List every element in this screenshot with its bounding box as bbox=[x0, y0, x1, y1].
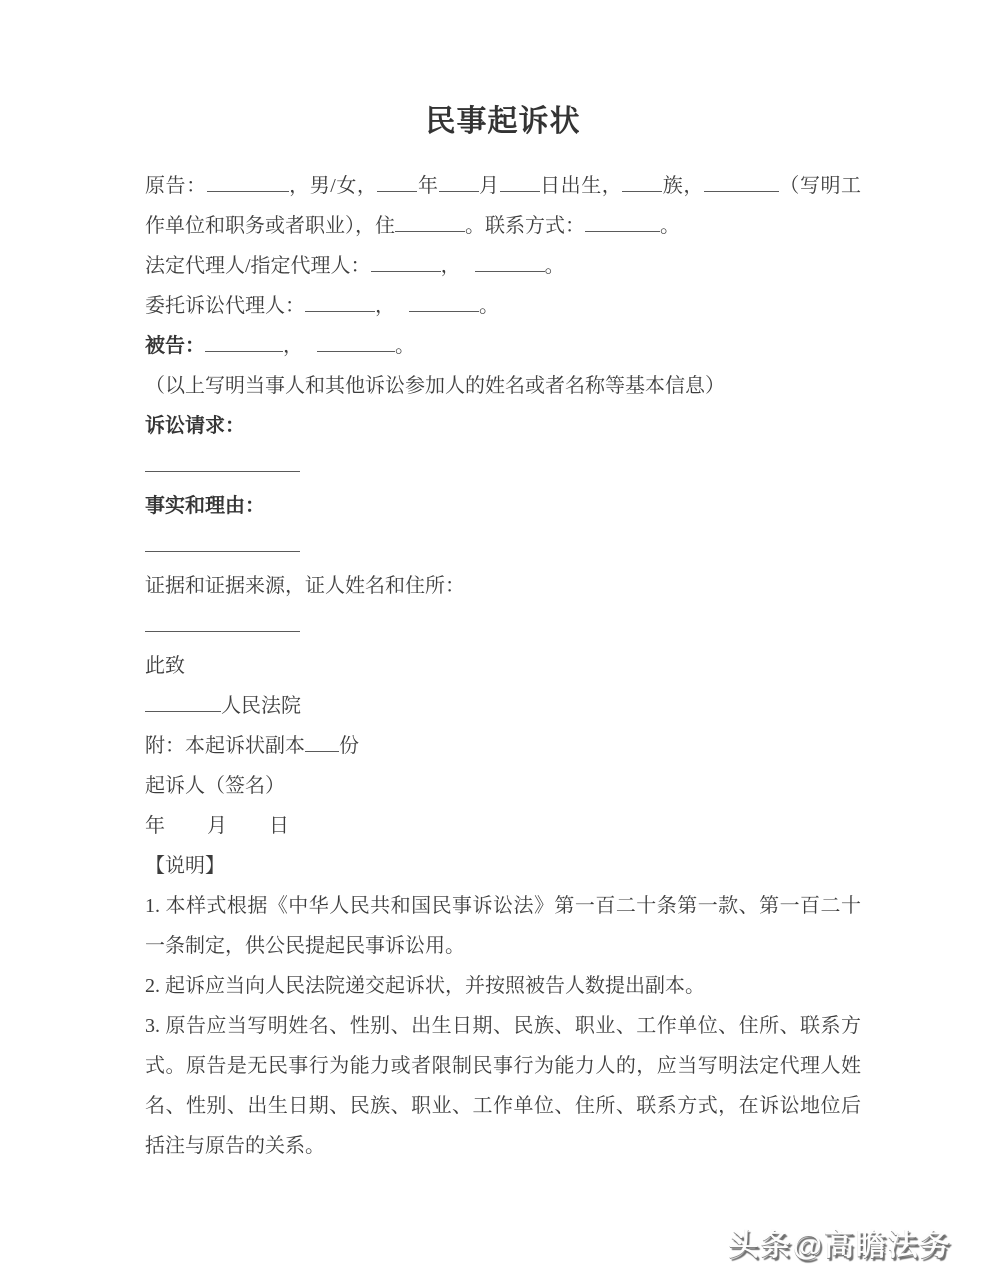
work-note-text: （写明工作单位和职务或者职业），住 bbox=[145, 175, 862, 237]
facts-label: 事实和理由： bbox=[145, 495, 265, 517]
defendant-name-blank bbox=[205, 331, 283, 352]
facts-fill-line bbox=[145, 526, 861, 566]
entrusted-agent-label: 委托诉讼代理人： bbox=[145, 295, 305, 317]
copies-count-blank bbox=[305, 731, 339, 752]
legal-agent-end-punct: 。 bbox=[544, 255, 565, 277]
entrusted-agent-name-blank bbox=[305, 291, 375, 312]
date-month-label: 月 bbox=[207, 815, 227, 837]
birth-day-blank bbox=[500, 171, 540, 192]
plaintiff-label: 原告： bbox=[145, 175, 207, 197]
evidence-label-line: 证据和证据来源，证人姓名和住所： bbox=[145, 575, 465, 597]
attachment-prefix: 附：本起诉状副本 bbox=[145, 735, 305, 757]
note-item-1: 1. 本样式根据《中华人民共和国民事诉讼法》第一百二十条第一款、第一百二十一条制定，供公民提起民事诉讼用。 bbox=[145, 895, 861, 957]
legal-agent-comma: ， bbox=[440, 255, 461, 277]
birth-year-blank bbox=[377, 171, 417, 192]
facts-blank bbox=[145, 531, 300, 552]
legal-agent-name-blank bbox=[371, 251, 441, 272]
claims-fill-line bbox=[145, 446, 861, 486]
occupation-blank bbox=[704, 171, 779, 192]
defendant-info-blank bbox=[317, 331, 395, 352]
contact-label: 。联系方式： bbox=[465, 215, 585, 237]
plaintiff-paragraph bbox=[145, 166, 861, 246]
day-born-label: 日出生， bbox=[539, 175, 623, 197]
defendant-label: 被告： bbox=[145, 335, 205, 357]
defendant-comma: ， bbox=[283, 335, 303, 357]
attachment-line bbox=[145, 726, 861, 766]
ethnicity-label: 族， bbox=[662, 175, 704, 197]
month-label: 月 bbox=[478, 175, 500, 197]
legal-agent-label: 法定代理人/指定代理人： bbox=[145, 255, 371, 277]
evidence-fill-line bbox=[145, 606, 861, 646]
address-blank bbox=[395, 211, 465, 232]
defendant-line bbox=[145, 326, 861, 366]
ethnicity-blank bbox=[622, 171, 662, 192]
entrusted-agent-comma: ， bbox=[375, 295, 395, 317]
entrusted-agent-line bbox=[145, 286, 861, 326]
legal-agent-info-blank bbox=[475, 251, 545, 272]
date-line bbox=[145, 806, 861, 846]
closing-line: 此致 bbox=[145, 655, 185, 677]
signature-line: 起诉人（签名） bbox=[145, 775, 285, 797]
year-label: 年 bbox=[417, 175, 439, 197]
plaintiff-sex-text: ，男/女， bbox=[288, 175, 378, 197]
legal-agent-line bbox=[145, 246, 861, 286]
parties-note-line: （以上写明当事人和其他诉讼参加人的姓名或者名称等基本信息） bbox=[145, 375, 725, 397]
contact-blank bbox=[585, 211, 660, 232]
notes-title: 【说明】 bbox=[145, 855, 225, 877]
evidence-blank bbox=[145, 611, 300, 632]
entrusted-agent-info-blank bbox=[409, 291, 479, 312]
plaintiff-end-punct: 。 bbox=[660, 215, 680, 237]
document-title: 民事起诉状 bbox=[425, 105, 581, 138]
claims-blank bbox=[145, 451, 300, 472]
entrusted-agent-end-punct: 。 bbox=[479, 295, 499, 317]
toutiao-watermark: 头条@高瞻法务 bbox=[728, 1229, 952, 1262]
court-suffix: 人民法院 bbox=[221, 695, 301, 717]
attachment-suffix: 份 bbox=[339, 735, 359, 757]
court-name-blank bbox=[145, 691, 221, 712]
birth-month-blank bbox=[439, 171, 479, 192]
note-item-2: 2. 起诉应当向人民法院递交起诉状，并按照被告人数提出副本。 bbox=[145, 975, 705, 997]
claims-label: 诉讼请求： bbox=[145, 415, 245, 437]
date-day-label: 日 bbox=[269, 815, 289, 837]
plaintiff-name-blank bbox=[207, 171, 289, 192]
note-item-3: 3. 原告应当写明姓名、性别、出生日期、民族、职业、工作单位、住所、联系方式。原告是无民事行为能力或者限制民事行为能力人的，应当写明法定代理人姓名、性别、出生日期、民族、职业、工作单位、住所、联系方式，在诉讼地位后括注与原告的关系。 bbox=[145, 1015, 861, 1157]
date-year-label: 年 bbox=[145, 815, 165, 837]
defendant-end-punct: 。 bbox=[395, 335, 415, 357]
claims-label-line bbox=[145, 406, 861, 446]
document-body bbox=[145, 96, 861, 1166]
facts-label-line bbox=[145, 486, 861, 526]
court-line bbox=[145, 686, 861, 726]
